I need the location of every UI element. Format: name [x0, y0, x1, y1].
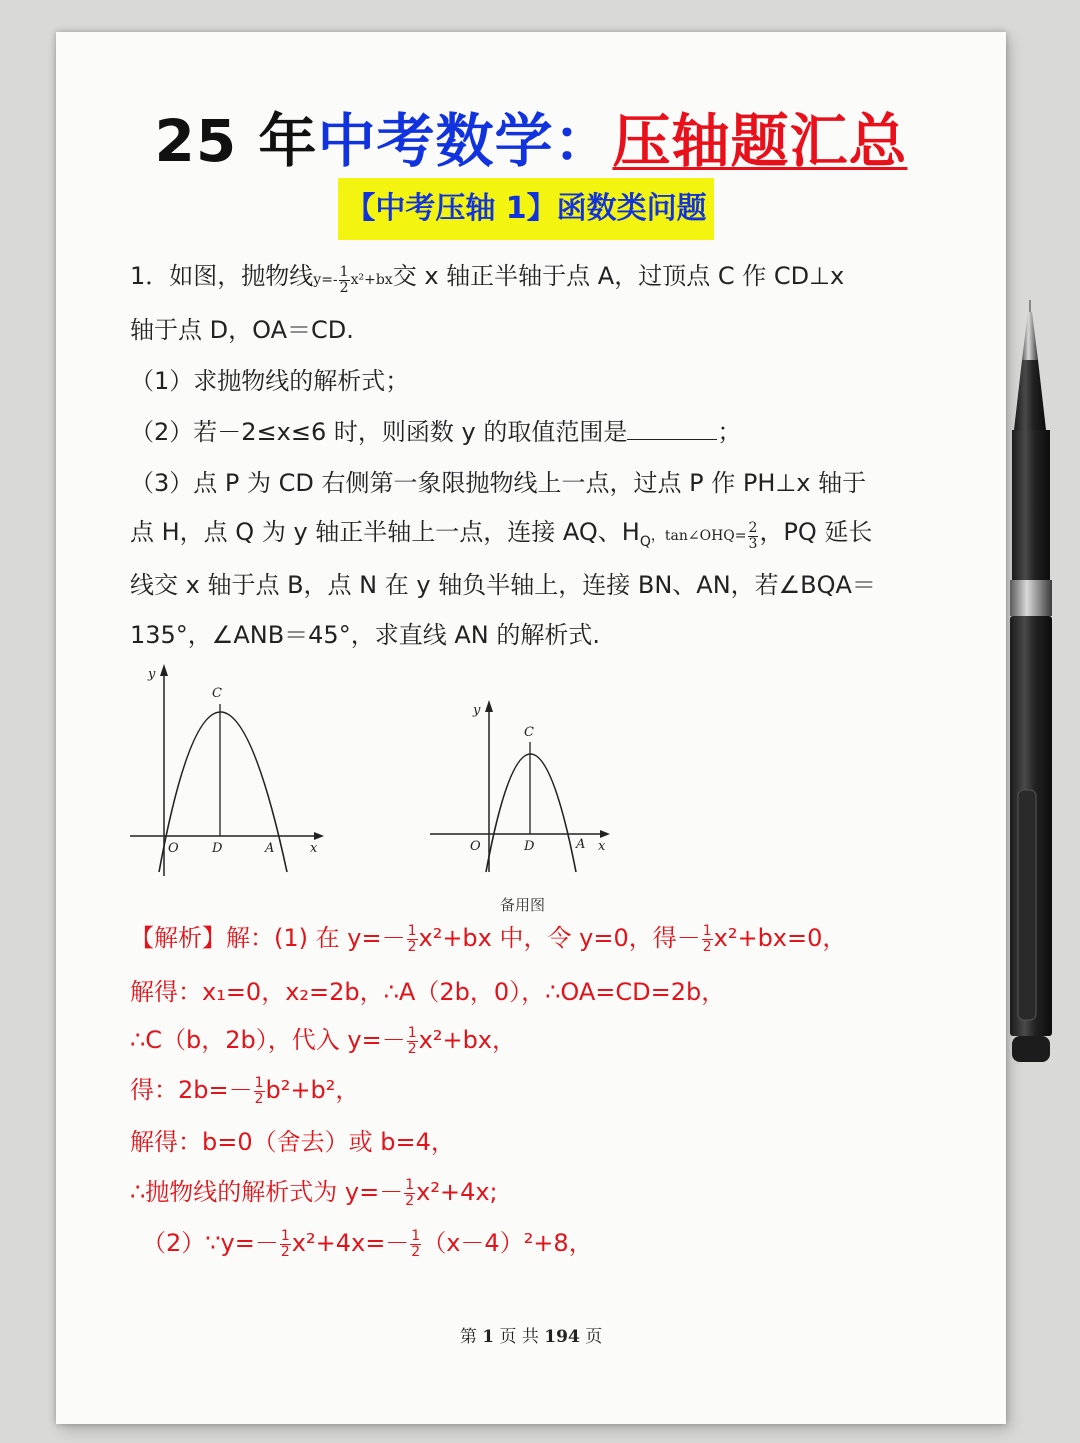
fraction [339, 265, 350, 296]
problem-text: 1．如图，抛物线 [130, 262, 314, 290]
solution-text: ∴C（b，2b），代入 y=－ [130, 1026, 406, 1054]
section-subtitle: 【中考压轴 1】函数类问题 [338, 178, 714, 240]
tan-formula [650, 519, 760, 552]
label-a: A [265, 841, 275, 856]
label-d: D [212, 841, 223, 856]
solution-text: x²+bx， [418, 1026, 517, 1054]
solution-text: ∴抛物线的解析式为 y=－ [130, 1178, 404, 1206]
label-c: C [212, 686, 222, 701]
figure-caption: 备用图 [500, 896, 546, 914]
fraction-den: 2 [339, 279, 349, 296]
question-2-text: （2）若－2≤x≤6 时，则函数 y 的取值范围是 [130, 418, 628, 446]
fraction-num: 1 [411, 1227, 421, 1244]
label-o: O [470, 839, 481, 854]
answer-blank [627, 417, 717, 440]
footer-text: 第 [459, 1327, 477, 1347]
pencil-tip [1022, 312, 1038, 360]
pencil-band [1010, 580, 1052, 616]
label-y: y [148, 667, 156, 682]
footer-text: 页 [585, 1327, 603, 1347]
solution-text: （x－4）²+8， [422, 1229, 593, 1257]
fraction [254, 1076, 265, 1107]
fraction [407, 1026, 418, 1057]
problem-text: 交 x 轴正半轴于点 A，过顶点 C 作 CD⊥x [392, 262, 845, 290]
question-3-text: ，PQ 延长 [759, 518, 873, 546]
solution-line-2: 解得：x₁=0，x₂=2b，∴A（2b，0），∴OA=CD=2b， [130, 978, 726, 1006]
solution-line-7 [142, 1225, 593, 1261]
fraction-num: 1 [407, 1024, 417, 1041]
question-1: （1）求抛物线的解析式； [130, 367, 410, 395]
problem-line-2: 轴于点 D，OA＝CD. [130, 316, 354, 344]
fraction [280, 1229, 291, 1260]
fraction-num: 1 [280, 1227, 290, 1244]
fraction-den: 2 [411, 1243, 421, 1260]
pencil-cap [1012, 1036, 1050, 1062]
y-axis-arrow [485, 700, 493, 712]
solution-line-6 [130, 1174, 498, 1210]
fraction [410, 1229, 421, 1260]
fraction-num: 1 [702, 922, 712, 939]
solution-text: x²+bx=0， [713, 924, 847, 952]
fraction-num: 2 [748, 519, 758, 536]
fraction-num: 1 [405, 1176, 415, 1193]
pencil-cone [1014, 360, 1046, 430]
problem-line-1 [130, 258, 844, 298]
solution-text: x²+4x; [416, 1178, 498, 1206]
pencil-clip [1018, 790, 1036, 1020]
fraction-den: 2 [280, 1243, 290, 1260]
question-3-line-4: 135°，∠ANB＝45°，求直线 AN 的解析式. [130, 621, 600, 649]
fraction [404, 1178, 415, 1209]
title-year: 25 年 [154, 107, 318, 175]
parabola-figure-2 [426, 696, 616, 882]
fraction [748, 521, 759, 552]
page-number: 1 [482, 1327, 495, 1347]
y-axis-arrow [160, 664, 168, 676]
fraction-num: 1 [407, 922, 417, 939]
formula-part: ，tan∠OHQ= [650, 528, 747, 544]
subscript: Q [639, 533, 651, 550]
fraction-den: 2 [254, 1090, 264, 1107]
question-2-end: ； [717, 418, 742, 446]
title-subject: 中考数学： [317, 107, 613, 175]
fraction-den: 3 [748, 535, 758, 552]
solution-line-1 [130, 920, 846, 956]
mechanical-pencil [1000, 300, 1070, 1080]
label-o: O [168, 841, 179, 856]
fraction-num: 1 [254, 1074, 264, 1091]
footer-text: 页 共 [499, 1327, 539, 1347]
label-c: C [524, 725, 534, 740]
page-footer [56, 1322, 1006, 1347]
pencil-grip [1012, 430, 1050, 580]
fraction [702, 924, 713, 955]
exam-paper [56, 32, 1006, 1424]
page-total: 194 [544, 1327, 580, 1347]
formula-part: x²+bx [350, 272, 393, 288]
parabola-figure-1 [126, 660, 336, 880]
question-3-line-2 [130, 514, 872, 560]
fraction [407, 924, 418, 955]
parabola-formula [313, 263, 393, 296]
question-2 [130, 414, 741, 450]
fraction-den: 2 [407, 938, 417, 955]
label-x: x [598, 839, 606, 854]
fraction-den: 2 [702, 938, 712, 955]
x-axis-arrow [600, 830, 610, 838]
label-d: D [524, 839, 535, 854]
formula-part: y=- [313, 272, 338, 288]
title-topic: 压轴题汇总 [612, 107, 908, 175]
solution-line-4 [130, 1072, 359, 1108]
solution-text: 【解析】解：(1) 在 y=－ [130, 924, 406, 952]
fraction-num: 1 [339, 263, 349, 280]
label-y: y [473, 703, 481, 718]
question-3-line-3: 线交 x 轴于点 B，点 N 在 y 轴负半轴上，连接 BN、AN，若∠BQA＝ [130, 571, 876, 599]
parabola-curve [486, 754, 576, 872]
solution-text: 得：2b=－ [130, 1076, 253, 1104]
solution-line-3 [130, 1022, 516, 1058]
label-x: x [310, 841, 318, 856]
solution-text: （2）∵y=－ [142, 1229, 279, 1257]
x-axis-arrow [314, 832, 324, 840]
solution-text: x²+bx 中，令 y=0，得－ [418, 924, 701, 952]
label-a: A [576, 837, 586, 852]
fraction-den: 2 [407, 1040, 417, 1057]
solution-text: b²+b²， [265, 1076, 360, 1104]
question-3-line-1: （3）点 P 为 CD 右侧第一象限抛物线上一点，过点 P 作 PH⊥x 轴于 [130, 469, 867, 497]
page-title [56, 94, 1006, 178]
solution-text: x²+4x=－ [291, 1229, 410, 1257]
question-3-text: 点 H，点 Q 为 y 轴正半轴上一点，连接 AQ、H [130, 518, 640, 546]
solution-line-5: 解得：b=0（舍去）或 b=4， [130, 1128, 455, 1156]
fraction-den: 2 [405, 1192, 415, 1209]
